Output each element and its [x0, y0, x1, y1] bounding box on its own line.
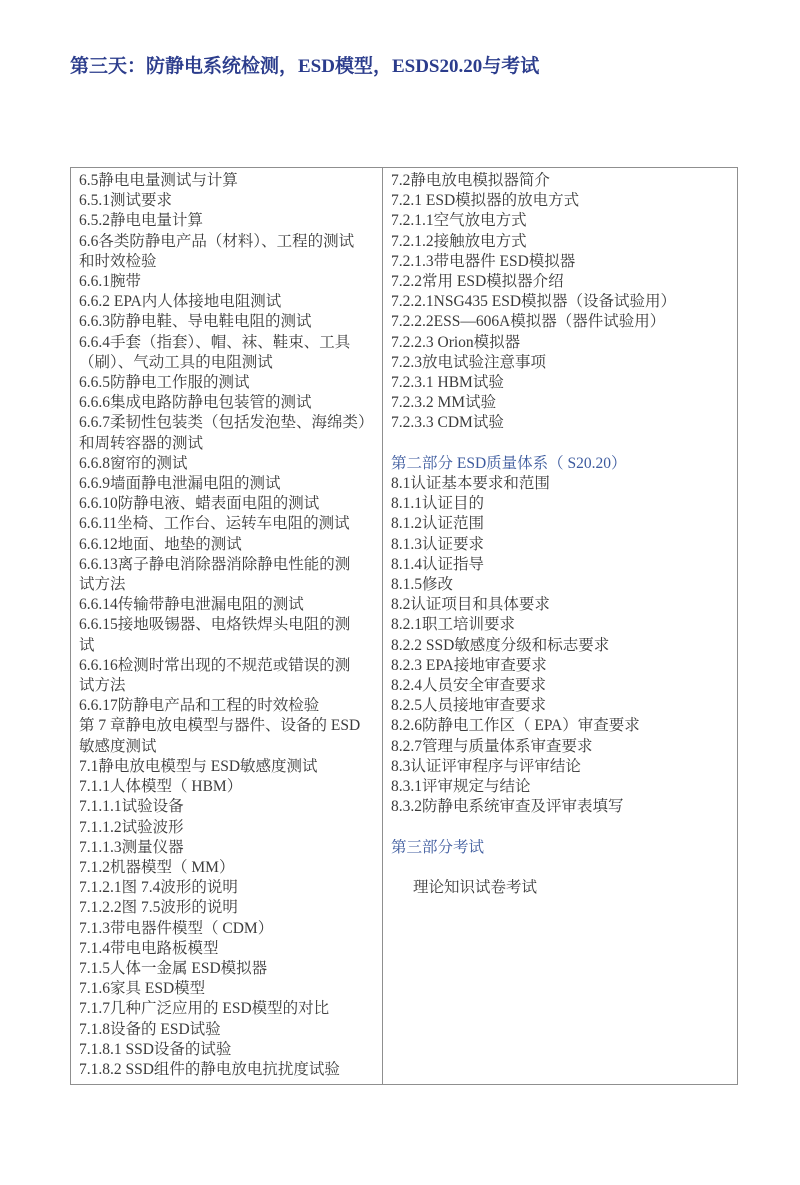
toc-line: 敏感度测试 [79, 737, 157, 755]
toc-line: 7.2.1.2接触放电方式 [391, 232, 527, 250]
toc-table [70, 167, 738, 1085]
toc-line: 7.1.3带电器件模型（ CDM） [79, 919, 274, 937]
toc-line: 7.2.2常用 ESD模拟器介绍 [391, 273, 564, 291]
toc-line: 8.2认证项目和具体要求 [391, 596, 550, 614]
section-heading: 第二部分 ESD质量体系（ S20.20） [391, 454, 627, 472]
toc-line: 7.1.2.2图 7.5波形的说明 [79, 899, 238, 917]
toc-line: 7.1.2.1图 7.4波形的说明 [79, 879, 238, 897]
toc-line: 7.2.3.3 CDM试验 [391, 414, 504, 432]
toc-line: 7.2.2.2ESS—606A模拟器（器件试验用） [391, 313, 666, 331]
toc-line: 7.2.1.3带电器件 ESD模拟器 [391, 252, 576, 270]
toc-line [391, 818, 731, 838]
toc-line: 7.2.3.2 MM试验 [391, 394, 497, 412]
toc-line [391, 434, 731, 454]
toc-line: 6.6.5防静电工作服的测试 [79, 374, 250, 392]
toc-line: 7.1静电放电模型与 ESD敏感度测试 [79, 757, 318, 775]
toc-line: 试方法 [79, 677, 126, 695]
toc-line: 7.2静电放电模拟器简介 [391, 172, 550, 189]
toc-line: 6.6.8窗帘的测试 [79, 454, 188, 472]
toc-line: 7.1.7几种广泛应用的 ESD模型的对比 [79, 1000, 330, 1018]
toc-line: 6.6.17防静电产品和工程的时效检验 [79, 697, 320, 715]
toc-line: 7.1.8.2 SSD组件的静电放电抗扰度试验 [79, 1060, 340, 1078]
page-title: 第三天：防静电系统检测，ESD模型，ESDS20.20与考试 [70, 56, 540, 77]
toc-line: 6.6.10防静电液、蜡表面电阻的测试 [79, 495, 320, 513]
toc-line: 6.6.7柔韧性包装类（包括发泡垫、海绵类） [79, 414, 374, 432]
section-heading: 第三部分考试 [391, 838, 485, 856]
toc-line: 8.2.1职工培训要求 [391, 616, 516, 634]
toc-line: 7.2.2.1NSG435 ESD模拟器（设备试验用） [391, 293, 677, 311]
toc-line: 7.1.8.1 SSD设备的试验 [79, 1040, 232, 1058]
toc-line [391, 858, 731, 878]
toc-line: 第 7 章静电放电模型与器件、设备的 ESD [79, 717, 361, 735]
toc-line: 和周转容器的测试 [79, 434, 204, 452]
toc-line: 8.1.4认证指导 [391, 555, 485, 573]
toc-line: 8.1认证基本要求和范围 [391, 475, 550, 493]
toc-column-left [71, 168, 383, 1084]
toc-line: 6.6各类防静电产品（材料）、工程的测试 [79, 232, 355, 250]
toc-line: 7.2.2.3 Orion模拟器 [391, 333, 521, 351]
toc-line: 7.1.1人体模型（ HBM） [79, 778, 243, 796]
toc-line: 8.1.3认证要求 [391, 535, 485, 553]
toc-line: 8.2.3 EPA接地审查要求 [391, 656, 547, 674]
toc-line: 7.1.1.1试验设备 [79, 798, 184, 816]
toc-line: 6.6.9墙面静电泄漏电阻的测试 [79, 475, 281, 493]
toc-line: 7.1.1.3测量仪器 [79, 838, 184, 856]
toc-line: 6.6.11坐椅、工作台、运转车电阻的测试 [79, 515, 350, 533]
toc-line: 6.6.4手套（指套）、帽、袜、鞋束、工具 [79, 333, 351, 351]
toc-line: （刷）、气动工具的电阻测试 [79, 353, 273, 371]
toc-line: 和时效检验 [79, 252, 157, 270]
toc-line: 试 [79, 636, 95, 654]
toc-line: 8.3.1评审规定与结论 [391, 778, 531, 796]
toc-line: 6.6.6集成电路防静电包装管的测试 [79, 394, 312, 412]
toc-line: 6.6.2 EPA内人体接地电阻测试 [79, 293, 282, 311]
toc-line: 7.1.4带电电路板模型 [79, 939, 219, 957]
toc-line: 7.2.3放电试验注意事项 [391, 353, 547, 371]
toc-line: 8.2.6防静电工作区（ EPA）审查要求 [391, 717, 640, 735]
toc-line: 6.6.14传输带静电泄漏电阻的测试 [79, 596, 304, 614]
toc-line: 6.6.12地面、地垫的测试 [79, 535, 242, 553]
toc-line: 8.3认证评审程序与评审结论 [391, 757, 581, 775]
toc-line: 理论知识试卷考试 [413, 879, 538, 897]
toc-line: 8.2.7管理与质量体系审查要求 [391, 737, 593, 755]
toc-column-right [383, 168, 737, 1084]
toc-line: 6.6.1腕带 [79, 273, 142, 291]
toc-line: 6.6.15接地吸锡器、电烙铁焊头电阻的测 [79, 616, 351, 634]
toc-line: 8.2.2 SSD敏感度分级和标志要求 [391, 636, 610, 654]
toc-line: 8.2.5人员接地审查要求 [391, 697, 547, 715]
toc-line: 试方法 [79, 576, 126, 594]
toc-line: 7.1.1.2试验波形 [79, 818, 184, 836]
toc-line: 7.2.3.1 HBM试验 [391, 374, 504, 392]
toc-line: 6.6.13离子静电消除器消除静电性能的测 [79, 555, 351, 573]
toc-line: 6.6.3防静电鞋、导电鞋电阻的测试 [79, 313, 312, 331]
toc-line: 6.5.2静电电量计算 [79, 212, 204, 230]
toc-line: 8.1.1认证目的 [391, 495, 485, 513]
toc-line: 7.2.1.1空气放电方式 [391, 212, 527, 230]
toc-line: 6.5静电电量测试与计算 [79, 172, 238, 189]
toc-line: 6.6.16检测时常出现的不规范或错误的测 [79, 656, 351, 674]
toc-line: 8.1.5修改 [391, 576, 454, 594]
toc-line: 7.1.2机器模型（ MM） [79, 858, 235, 876]
toc-line: 7.1.6家具 ESD模型 [79, 980, 206, 998]
toc-line: 8.1.2认证范围 [391, 515, 485, 533]
toc-line: 7.2.1 ESD模拟器的放电方式 [391, 192, 580, 210]
toc-line: 8.3.2防静电系统审查及评审表填写 [391, 798, 624, 816]
toc-line: 8.2.4人员安全审查要求 [391, 677, 547, 695]
toc-line: 7.1.8设备的 ESD试验 [79, 1020, 221, 1038]
toc-line: 7.1.5人体一金属 ESD模拟器 [79, 959, 268, 977]
toc-line: 6.5.1测试要求 [79, 192, 173, 210]
